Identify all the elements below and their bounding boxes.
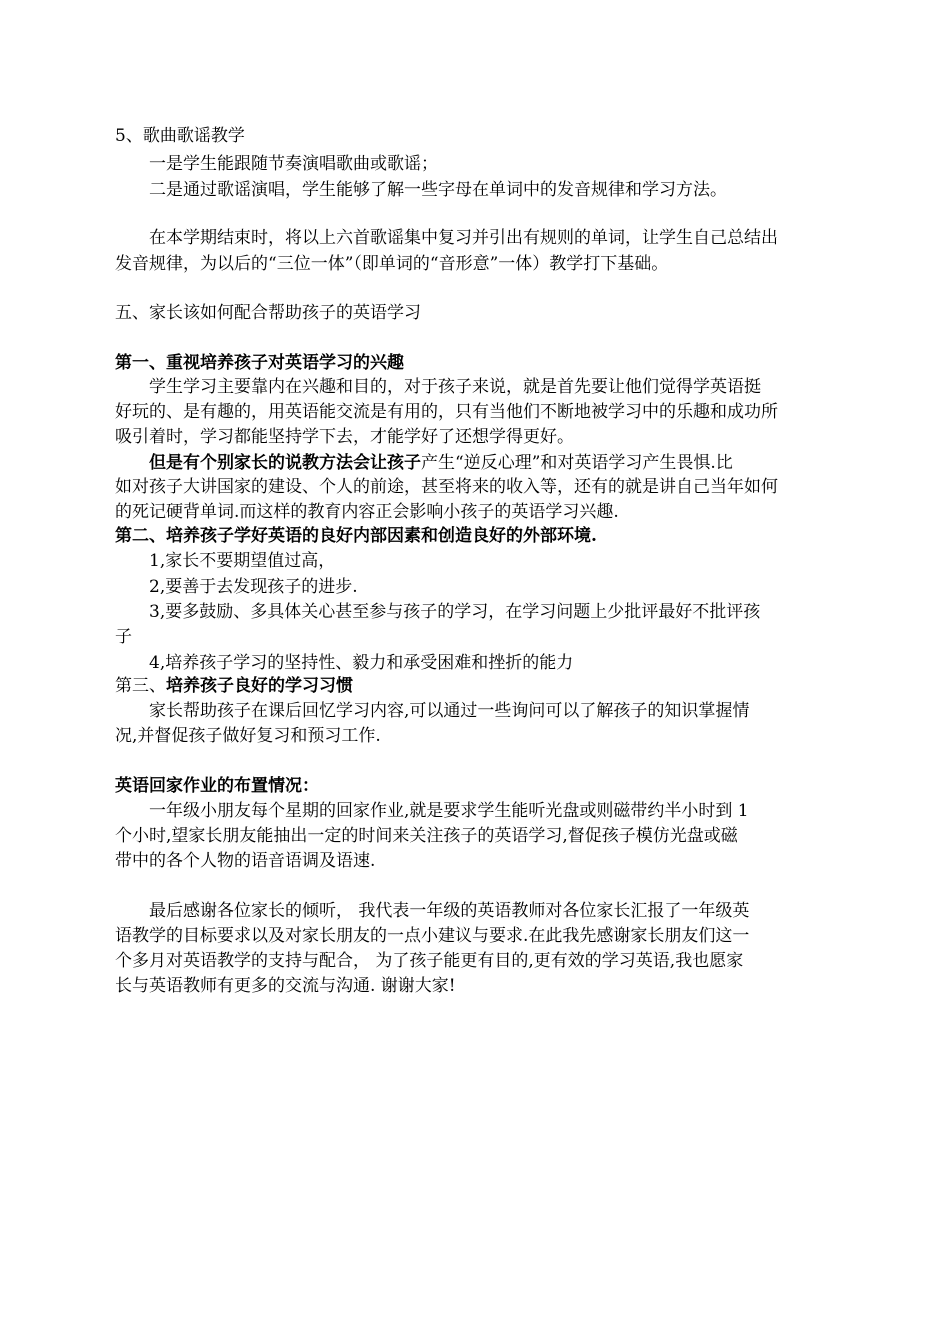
first-p2-line2: 如对孩子大讲国家的建设、个人的前途，甚至将来的收入等，还有的就是讲自己当年如何 xyxy=(115,477,778,497)
closing-line1: 最后感谢各位家长的倾听， 我代表一年级的英语教师对各位家长汇报了一年级英 xyxy=(149,901,750,921)
first-p2-rest: 产生“逆反心理”和对英语学习产生畏惧.比 xyxy=(421,453,733,473)
third-heading-prefix: 第三、 xyxy=(115,676,166,696)
summary-line1: 在本学期结束时，将以上六首歌谣集中复习并引出有规则的单词，让学生自己总结出 xyxy=(149,228,778,248)
first-p1-line3: 吸引着时，学习都能坚持学下去，才能学好了还想学得更好。 xyxy=(115,427,574,447)
third-heading xyxy=(115,675,353,697)
second-item3-line2: 子 xyxy=(115,627,132,647)
section5-heading: 5、歌曲歌谣教学 xyxy=(115,126,245,146)
third-p-line1: 家长帮助孩子在课后回忆学习内容,可以通过一些询问可以了解孩子的知识掌握情 xyxy=(149,701,750,721)
homework-line2: 个小时,望家长朋友能抽出一定的时间来关注孩子的英语学习,督促孩子模仿光盘或磁 xyxy=(115,826,738,846)
first-p1-line1: 学生学习主要靠内在兴趣和目的，对于孩子来说，就是首先要让他们觉得学英语挺 xyxy=(149,377,761,397)
section5-line1: 一是学生能跟随节奏演唱歌曲或歌谣； xyxy=(149,154,438,174)
closing-line4: 长与英语教师有更多的交流与沟通. 谢谢大家! xyxy=(115,976,456,996)
part5-heading: 五、家长该如何配合帮助孩子的英语学习 xyxy=(115,303,421,323)
second-item2: 2,要善于去发现孩子的进步. xyxy=(149,577,358,597)
closing-line3: 个多月对英语教学的支持与配合， 为了孩子能更有目的,更有效的学习英语,我也愿家 xyxy=(115,951,744,971)
closing-line2: 语教学的目标要求以及对家长朋友的一点小建议与要求.在此我先感谢家长朋友们这一 xyxy=(115,926,750,946)
first-p1-line2: 好玩的、是有趣的，用英语能交流是有用的，只有当他们不断地被学习中的乐趣和成功所 xyxy=(115,402,778,422)
second-heading: 第二、培养孩子学好英语的良好内部因素和创造良好的外部环境. xyxy=(115,526,597,546)
homework-line1: 一年级小朋友每个星期的回家作业,就是要求学生能听光盘或则磁带约半小时到 1 xyxy=(149,801,749,821)
first-p2-bold: 但是有个别家长的说教方法会让孩子 xyxy=(149,453,421,473)
summary-line2: 发音规律，为以后的“三位一体”（即单词的“音形意”一体）教学打下基础。 xyxy=(115,254,669,274)
second-item1: 1,家长不要期望值过高， xyxy=(149,551,336,571)
second-item4: 4,培养孩子学习的坚持性、毅力和承受困难和挫折的能力 xyxy=(149,653,574,673)
third-heading-bold: 培养孩子良好的学习习惯 xyxy=(166,676,353,696)
homework-heading: 英语回家作业的布置情况： xyxy=(115,776,319,796)
homework-line3: 带中的各个人物的语音语调及语速. xyxy=(115,851,376,871)
first-p2-line1 xyxy=(149,452,733,474)
third-p-line2: 况,并督促孩子做好复习和预习工作. xyxy=(115,726,381,746)
first-heading: 第一、重视培养孩子对英语学习的兴趣 xyxy=(115,353,404,373)
second-item3-line1: 3,要多鼓励、多具体关心甚至参与孩子的学习，在学习问题上少批评最好不批评孩 xyxy=(149,602,761,622)
section5-line2: 二是通过歌谣演唱，学生能够了解一些字母在单词中的发音规律和学习方法。 xyxy=(149,180,727,200)
first-p2-line3: 的死记硬背单词.而这样的教育内容正会影响小孩子的英语学习兴趣. xyxy=(115,502,619,522)
